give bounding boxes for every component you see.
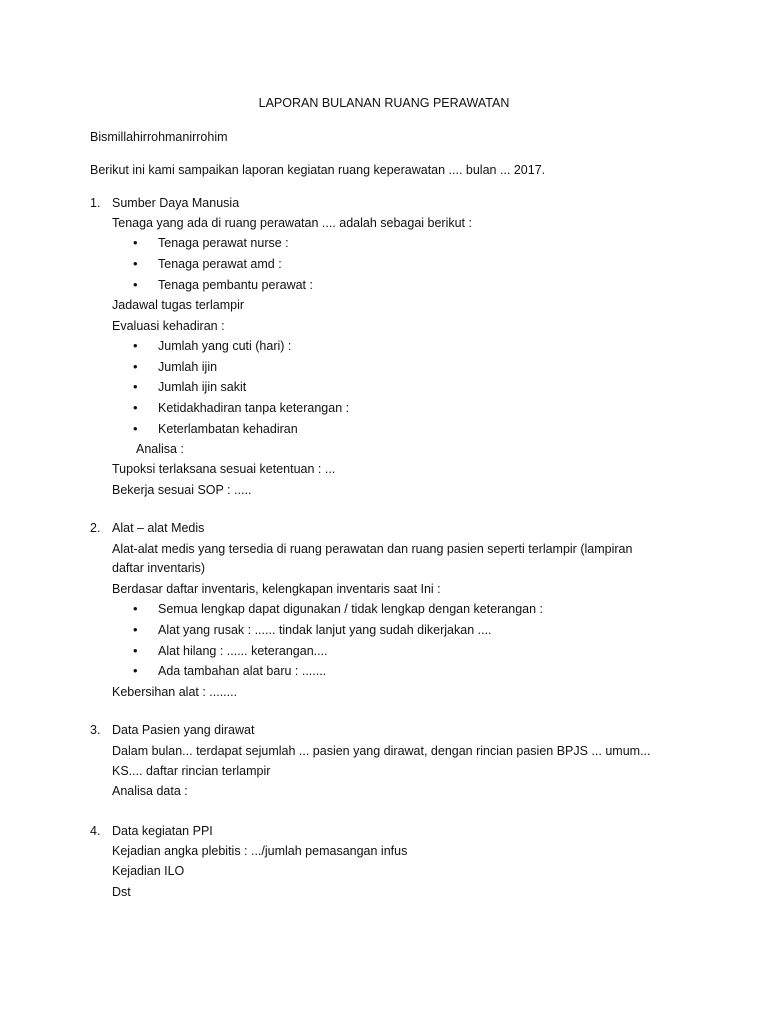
list-item: Tenaga perawat nurse :: [158, 236, 289, 250]
intro-paragraph: Berikut ini kami sampaikan laporan kegiatan ruang keperawatan .... bulan ... 2017.: [90, 163, 546, 177]
attendance-label: Evaluasi kehadiran :: [112, 319, 225, 333]
bullet-icon: •: [133, 400, 138, 415]
bullet-icon: •: [133, 256, 138, 271]
list-item: Semua lengkap dapat digunakan / tidak lengkap dengan keterangan :: [158, 602, 544, 616]
bullet-icon: •: [133, 235, 138, 250]
greeting: Bismillahirrohmanirrohim: [90, 130, 228, 144]
section-2-number: 2.: [90, 521, 101, 535]
section-4-line: Kejadian ILO: [112, 864, 185, 878]
bullet-icon: •: [133, 622, 138, 637]
section-2-line: Alat-alat medis yang tersedia di ruang perawatan dan ruang pasien seperti terlampir (lampiran: [112, 542, 633, 556]
section-1-line: Tenaga yang ada di ruang perawatan .... adalah sebagai berikut :: [112, 216, 472, 230]
section-3-number: 3.: [90, 723, 101, 737]
sop-line: Bekerja sesuai SOP : .....: [112, 483, 252, 497]
cleanliness-line: Kebersihan alat : ........: [112, 685, 238, 699]
section-4-line: Dst: [112, 885, 131, 899]
section-3-heading: Data Pasien yang dirawat: [112, 723, 255, 737]
list-item: Ada tambahan alat baru : .......: [158, 664, 327, 678]
section-3-line: KS.... daftar rincian terlampir: [112, 764, 271, 778]
list-item: Jumlah ijin: [158, 360, 218, 374]
section-1-heading: Sumber Daya Manusia: [112, 196, 240, 210]
bullet-icon: •: [133, 338, 138, 353]
list-item: Alat yang rusak : ...... tindak lanjut yang sudah dikerjakan ....: [158, 623, 492, 637]
bullet-icon: •: [133, 359, 138, 374]
bullet-icon: •: [133, 643, 138, 658]
bullet-icon: •: [133, 421, 138, 436]
list-item: Alat hilang : ...... keterangan....: [158, 644, 328, 658]
section-4-number: 4.: [90, 824, 101, 838]
analysis-label: Analisa data :: [112, 784, 188, 798]
section-4-line: Kejadian angka plebitis : .../jumlah pemasangan infus: [112, 844, 408, 858]
list-item: Jumlah yang cuti (hari) :: [158, 339, 292, 353]
section-1-number: 1.: [90, 196, 101, 210]
tupoksi-line: Tupoksi terlaksana sesuai ketentuan : ...: [112, 462, 336, 476]
list-item: Tenaga perawat amd :: [158, 257, 282, 271]
section-3-line: Dalam bulan... terdapat sejumlah ... pasien yang dirawat, dengan rincian pasien BPJS ... umum...: [112, 744, 651, 758]
section-2-line: Berdasar daftar inventaris, kelengkapan inventaris saat Ini :: [112, 582, 441, 596]
list-item: Jumlah ijin sakit: [158, 380, 247, 394]
bullet-icon: •: [133, 601, 138, 616]
list-item: Tenaga pembantu perawat :: [158, 278, 313, 292]
bullet-icon: •: [133, 663, 138, 678]
section-2-line: daftar inventaris): [112, 561, 206, 575]
list-item: Keterlambatan kehadiran: [158, 422, 298, 436]
document-title: LAPORAN BULANAN RUANG PERAWATAN: [258, 96, 510, 110]
section-4-heading: Data kegiatan PPI: [112, 824, 213, 838]
bullet-icon: •: [133, 379, 138, 394]
bullet-icon: •: [133, 277, 138, 292]
analysis-label: Analisa :: [136, 442, 184, 456]
list-item: Ketidakhadiran tanpa keterangan :: [158, 401, 350, 415]
section-2-heading: Alat – alat Medis: [112, 521, 205, 535]
schedule-note: Jadawal tugas terlampir: [112, 298, 245, 312]
